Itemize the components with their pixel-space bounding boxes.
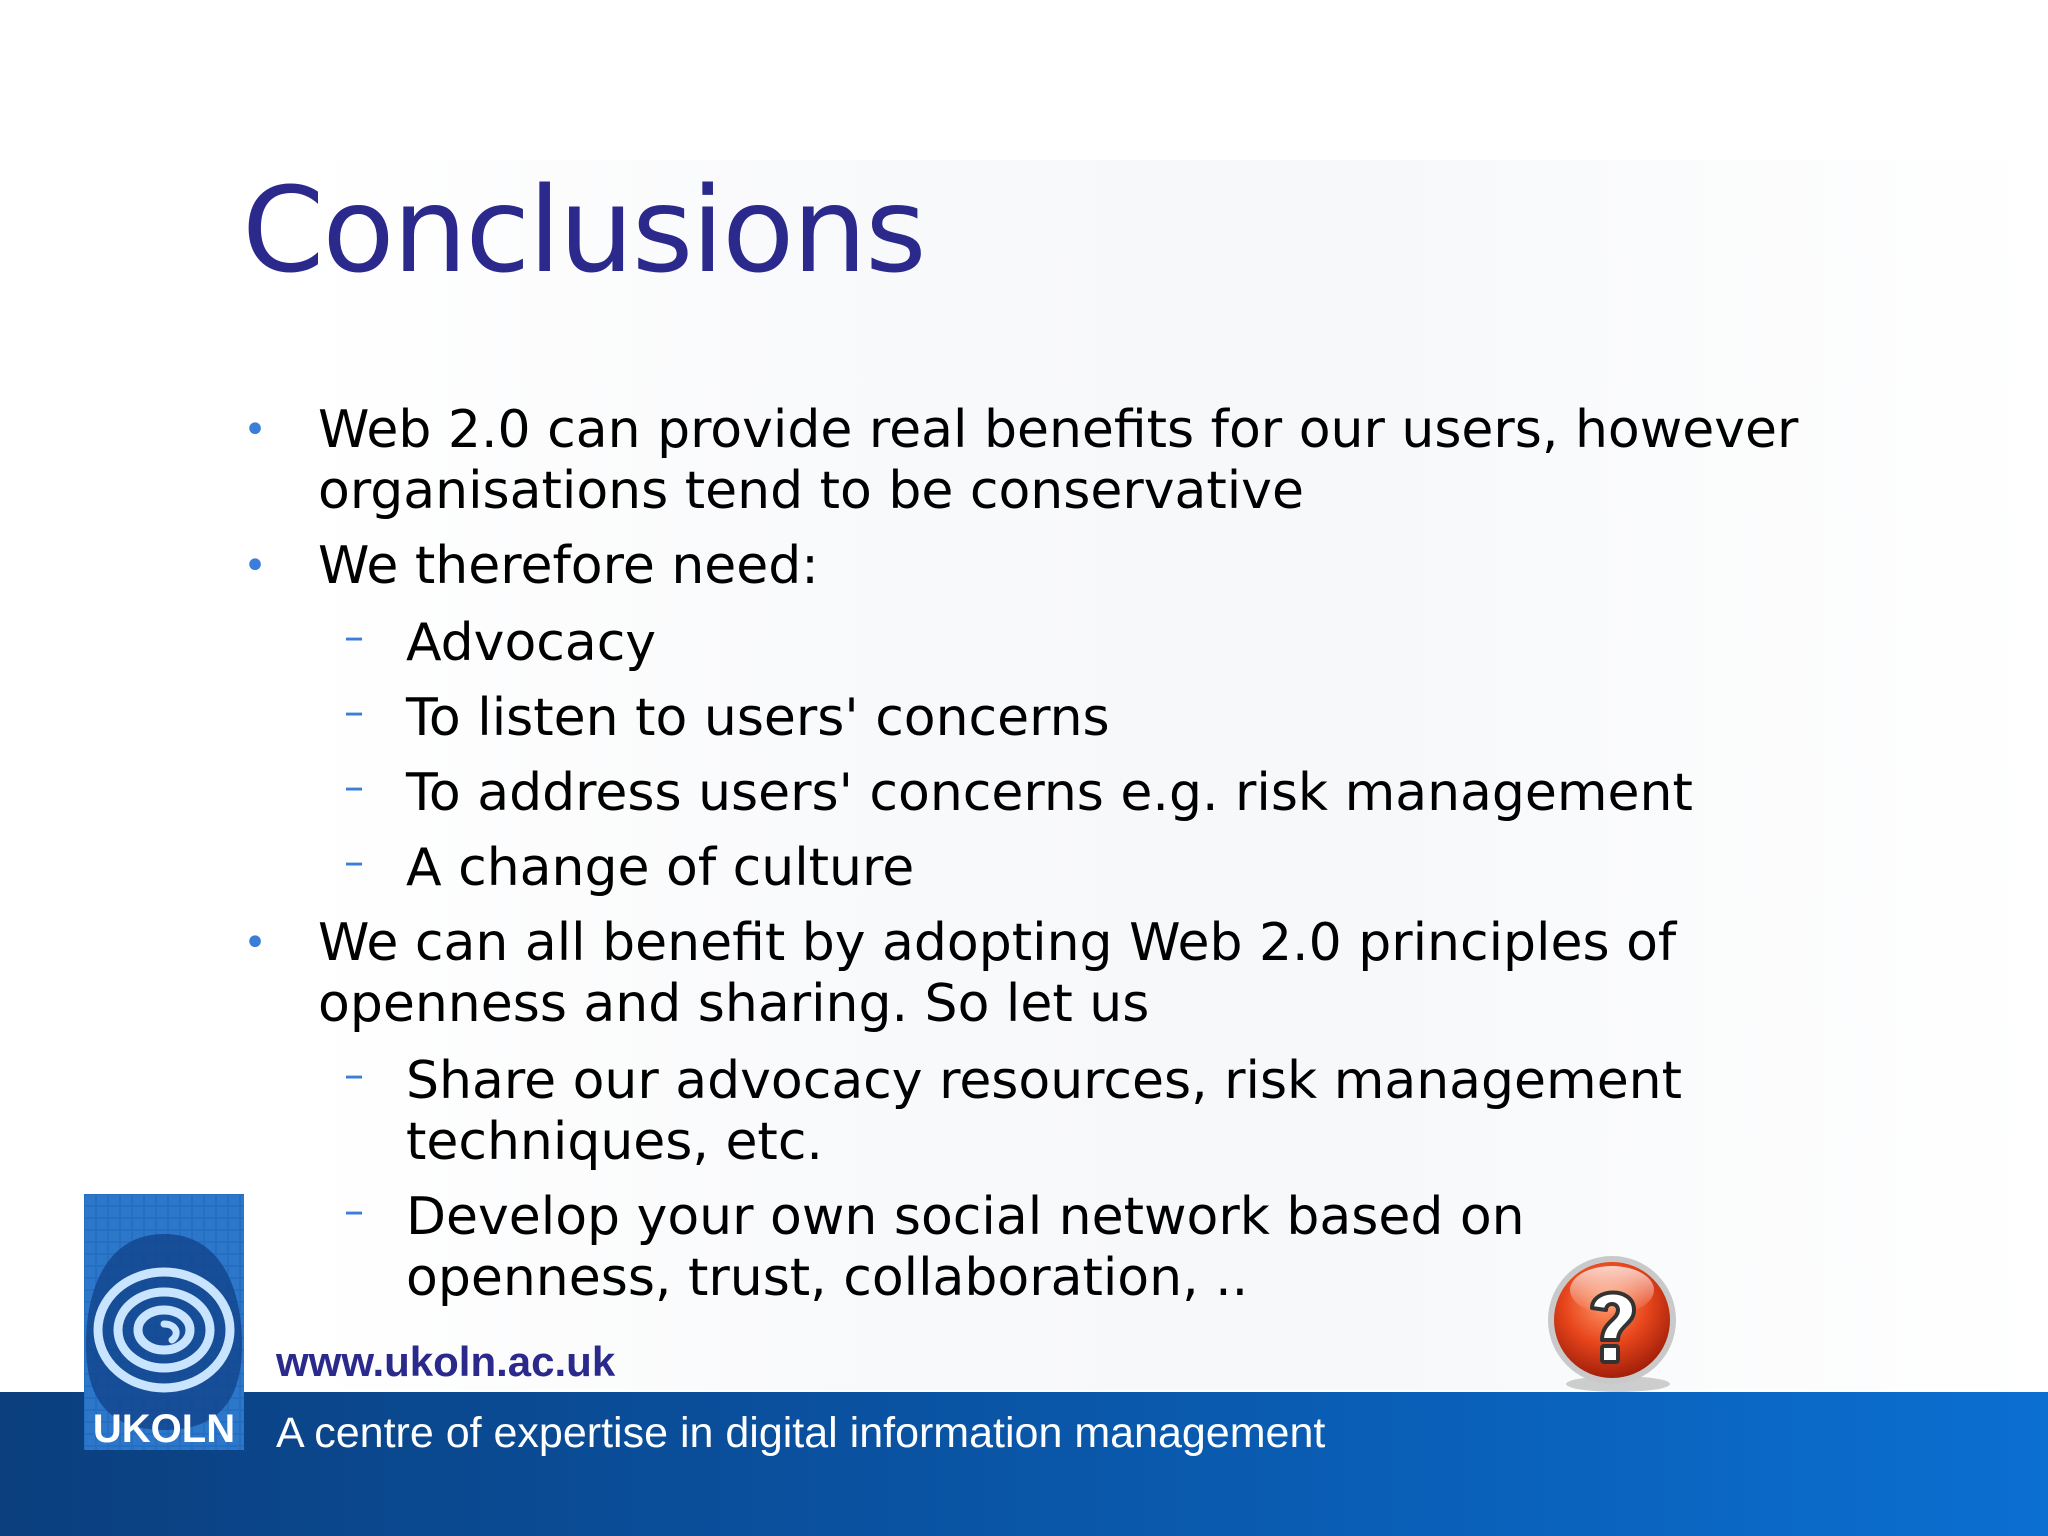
help-graphic xyxy=(1542,1252,1688,1398)
bullet-text: Web 2.0 can provide real benefits for our users, however organisations tend to be conservative xyxy=(318,400,1799,521)
sub-item-text: To listen to users' concerns xyxy=(406,688,1110,748)
sub-item xyxy=(318,763,1800,824)
question-mark-icon[interactable] xyxy=(1542,1252,1688,1398)
sub-list xyxy=(318,613,1800,899)
sub-item xyxy=(318,613,1800,674)
bullet-dot: • xyxy=(243,920,267,966)
sub-item-text: Share our advocacy resources, risk management techniques, etc. xyxy=(406,1051,1683,1172)
footer-tagline: A centre of expertise in digital information management xyxy=(276,1409,1326,1457)
sub-item-text: A change of culture xyxy=(406,838,915,898)
sub-item-text: Advocacy xyxy=(406,613,657,673)
sub-item-text: To address users' concerns e.g. risk management xyxy=(406,763,1693,823)
dash-marker: – xyxy=(344,689,364,735)
sub-item xyxy=(318,1051,1800,1173)
bullet-text: We therefore need: xyxy=(318,536,819,596)
bullet-text: We can all benefit by adopting Web 2.0 principles of openness and sharing. So let us xyxy=(318,913,1677,1034)
bullet-dot: • xyxy=(243,407,267,453)
dash-marker: – xyxy=(344,1188,364,1234)
sub-item xyxy=(318,688,1800,749)
dash-marker: – xyxy=(344,614,364,660)
ukoln-website-link[interactable]: www.ukoln.ac.uk xyxy=(276,1338,616,1385)
bullet-dot: • xyxy=(243,543,267,589)
dash-marker: – xyxy=(344,764,364,810)
sub-item-text: Develop your own social network based on openness, trust, collaboration, .. xyxy=(406,1187,1525,1308)
bullet-item-2 xyxy=(240,536,1800,899)
bullet-list xyxy=(240,400,1800,1323)
logo-text: UKOLN xyxy=(92,1407,236,1451)
dash-marker: – xyxy=(344,839,364,885)
slide-title: Conclusions xyxy=(242,161,925,299)
sub-item xyxy=(318,838,1800,899)
dash-marker: – xyxy=(344,1052,364,1098)
bullet-item-3 xyxy=(240,913,1800,1309)
bullet-item-1 xyxy=(240,400,1800,522)
